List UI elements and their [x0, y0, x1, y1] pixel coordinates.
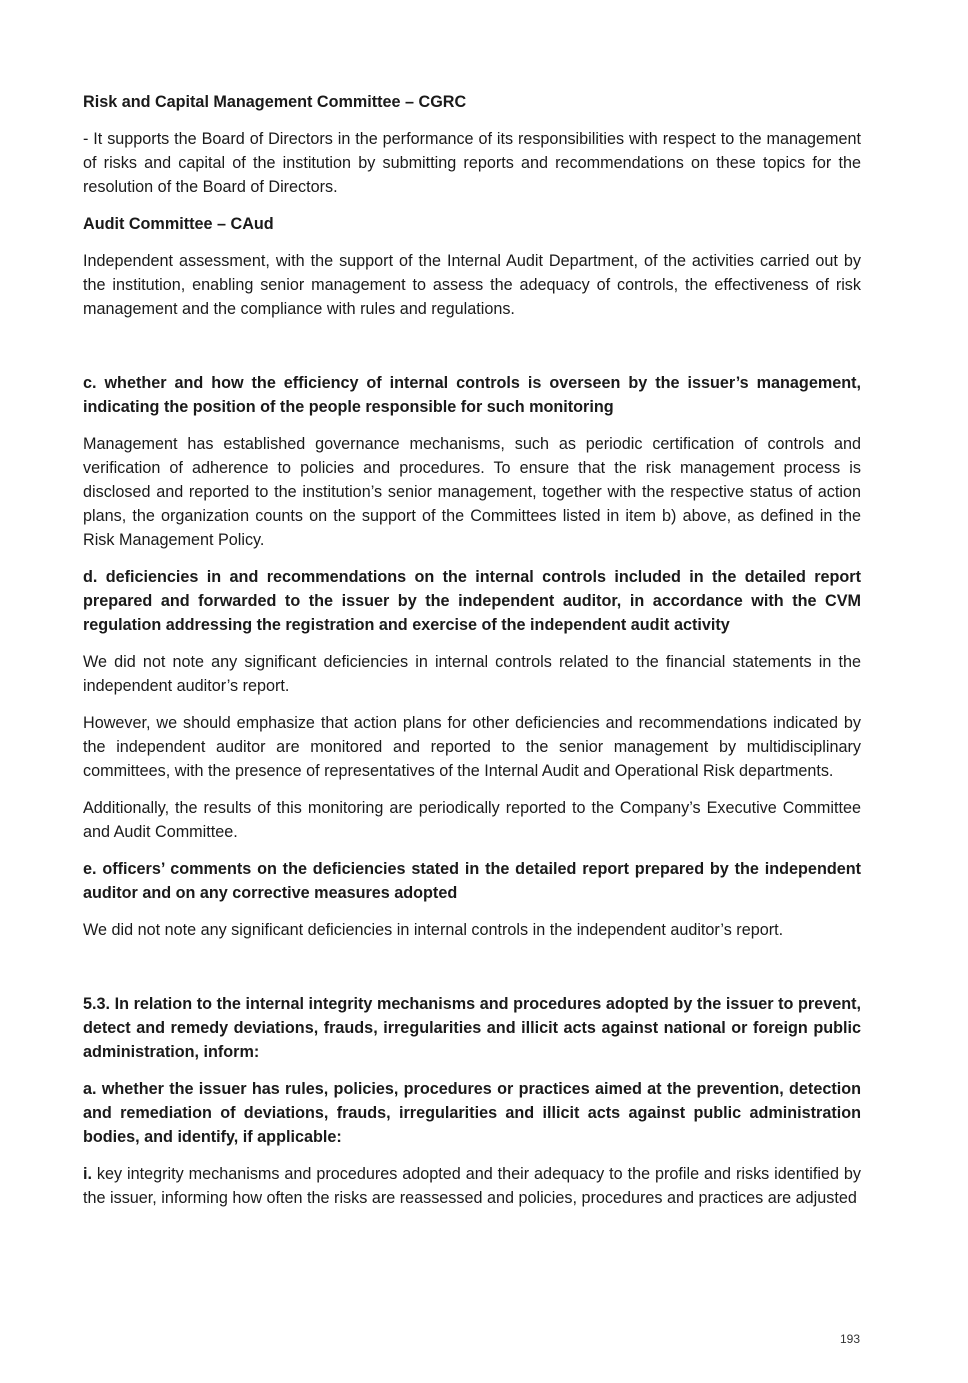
- heading-e: e. officers’ comments on the deficiencies stated in the detailed report prepared by the independent auditor and on any corrective measures adopted: [83, 860, 861, 902]
- paragraph-i: [83, 1162, 861, 1210]
- item-i-text: key integrity mechanisms and procedures adopted and their adequacy to the profile and risks identified by the issuer, informing how often the risks are reassessed and policies, procedures and practices are adjusted: [83, 1165, 861, 1207]
- item-i-label: i.: [83, 1165, 92, 1183]
- heading-cgrc: Risk and Capital Management Committee – CGRC: [83, 93, 467, 111]
- document-page: [83, 90, 861, 1223]
- spacer: [83, 334, 861, 371]
- paragraph-caud: Independent assessment, with the support of the Internal Audit Department, of the activities carried out by the institution, enabling senior management to assess the adequacy of controls, the effectiveness of risk management and the compliance with rules and regulations.: [83, 252, 861, 318]
- heading-c: c. whether and how the efficiency of internal controls is overseen by the issuer’s management, indicating the position of the people responsible for such monitoring: [83, 374, 861, 416]
- page-number: 193: [839, 1332, 860, 1346]
- paragraph-d3: Additionally, the results of this monitoring are periodically reported to the Company’s Executive Committee and Audit Committee.: [83, 799, 861, 841]
- paragraph-cgrc: - It supports the Board of Directors in the performance of its responsibilities with respect to the management of risks and capital of the institution by submitting reports and recommendations on these topics for the resolution of the Board of Directors.: [83, 130, 861, 196]
- heading-a: a. whether the issuer has rules, policies, procedures or practices aimed at the prevention, detection and remediation of deviations, frauds, irregularities and illicit acts against public administration bodies, and identify, if applicable:: [83, 1080, 861, 1146]
- heading-5-3: 5.3. In relation to the internal integrity mechanisms and procedures adopted by the issuer to prevent, detect and remedy deviations, frauds, irregularities and illicit acts against national or foreign public administration, inform:: [83, 995, 861, 1061]
- paragraph-c: Management has established governance mechanisms, such as periodic certification of controls and verification of adherence to policies and procedures. To ensure that the risk management process is disclosed and reported to the institution’s senior management, together with the respective status of action plans, the organization counts on the support of the Committees listed in item b) above, as defined in the Risk Management Policy.: [83, 435, 861, 549]
- paragraph-d2: However, we should emphasize that action plans for other deficiencies and recommendations indicated by the independent auditor are monitored and reported to the senior management by multidisciplinary committees, with the presence of representatives of the Internal Audit and Operational Risk departments.: [83, 714, 861, 780]
- paragraph-d1: We did not note any significant deficiencies in internal controls related to the financial statements in the independent auditor’s report.: [83, 653, 861, 695]
- heading-d: d. deficiencies in and recommendations on the internal controls included in the detailed report prepared and forwarded to the issuer by the independent auditor, in accordance with the CVM regulation addressing the registration and exercise of the independent audit activity: [83, 568, 861, 634]
- paragraph-e: We did not note any significant deficiencies in internal controls in the independent auditor’s report.: [83, 921, 784, 939]
- heading-caud: Audit Committee – CAud: [83, 215, 274, 233]
- spacer: [83, 955, 861, 992]
